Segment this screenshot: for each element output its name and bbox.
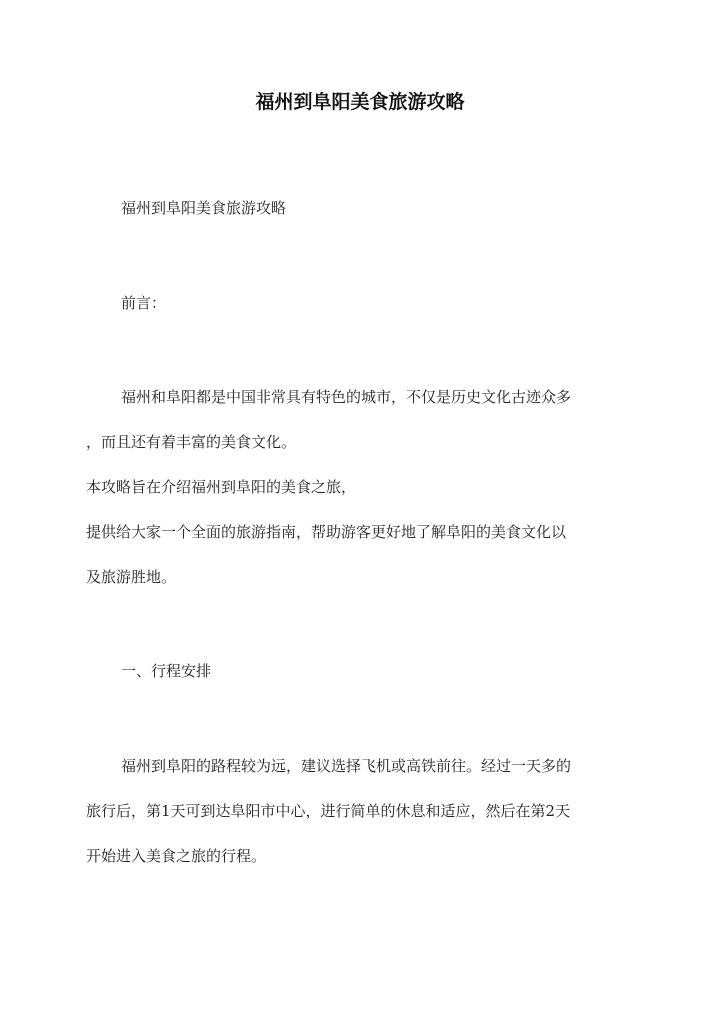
document-title: 福州到阜阳美食旅游攻略 [255,91,465,113]
section1-line: 开始进入美食之旅的行程。 [86,847,267,865]
section1-heading: 一、行程安排 [121,662,212,680]
intro-line: 及旅游胜地。 [86,568,177,586]
subtitle-line: 福州到阜阳美食旅游攻略 [121,199,287,217]
intro-line: ，而且还有着丰富的美食文化。 [86,433,297,451]
preface-heading: 前言： [121,294,167,312]
intro-line: 本攻略旨在介绍福州到阜阳的美食之旅， [86,478,357,496]
section1-line: 福州到阜阳的路程较为远，建议选择飞机或高铁前往。经过一天多的 [121,757,572,775]
intro-line: 提供给大家一个全面的旅游指南，帮助游客更好地了解阜阳的美食文化以 [86,523,567,541]
intro-line: 福州和阜阳都是中国非常具有特色的城市，不仅是历史文化古迹众多 [121,388,572,406]
section1-line: 旅行后，第1天可到达阜阳市中心，进行简单的休息和适应，然后在第2天 [86,802,571,820]
